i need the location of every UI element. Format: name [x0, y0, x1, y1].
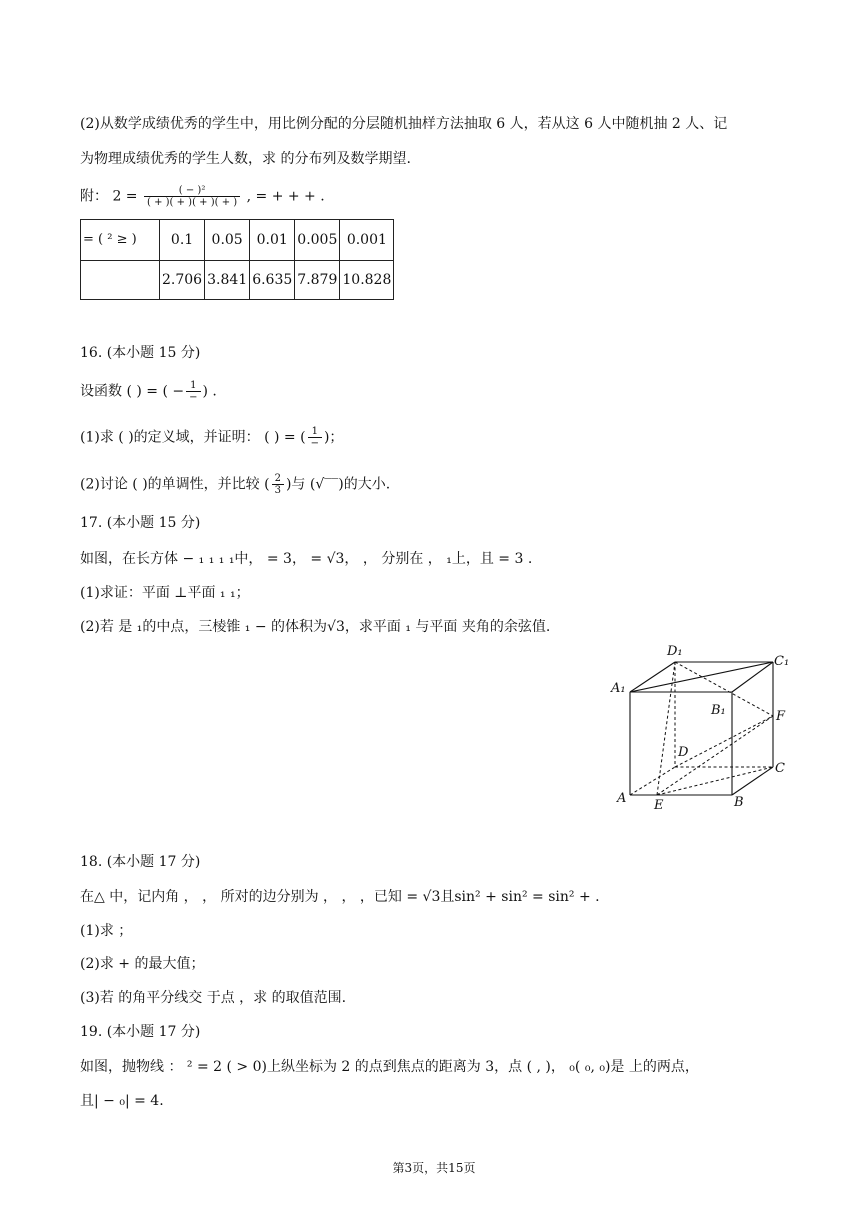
table-cell: 6.635 — [250, 261, 295, 300]
q17-part2: (2)若 是 ₁的中点，三棱锥 ₁ − 的体积为√3，求平面 ₁ 与平面 夹角的余弦值. — [80, 619, 551, 635]
q16-p2-b: )与 (√‾‾)的大小. — [285, 476, 391, 493]
table-cell: 0.001 — [340, 220, 394, 261]
table-cell: 0.01 — [250, 220, 295, 261]
q16-part2 — [80, 473, 390, 496]
q16-p2-fraction — [272, 473, 284, 496]
frac-num: 2 — [272, 473, 284, 485]
label-d: D — [678, 745, 689, 760]
formula-lhs: 2 = — [112, 188, 138, 205]
q17-stem: 如图，在长方体 − ₁ ₁ ₁ ₁中， = 3， = √3， ， 分别在 ， ₁上，且 = 3 . — [80, 551, 533, 567]
q16-part1 — [80, 426, 343, 449]
label-a: A — [617, 791, 627, 806]
table-row2-label — [81, 261, 160, 300]
table-row1-label: = ( ² ≥ ) — [81, 220, 160, 261]
label-c: C — [775, 761, 785, 776]
cuboid-figure — [605, 640, 795, 820]
seg-ed1 — [657, 662, 675, 795]
table-cell: 0.1 — [160, 220, 205, 261]
q18-part1: (1)求 ； — [80, 923, 133, 939]
q16-p2-a: (2)讨论 ( )的单调性，并比较 ( — [80, 476, 270, 493]
chi-square-denominator: ( + )( + )( + )( + ) — [147, 197, 238, 208]
q16-heading: 16. (本小题 15 分) — [80, 345, 201, 361]
table-row-alpha — [81, 220, 394, 261]
seg-ef — [657, 716, 773, 795]
label-e: E — [654, 798, 664, 813]
q16-stem-b: ) . — [202, 383, 217, 400]
table-cell: 2.706 — [160, 261, 205, 300]
critical-value-table — [80, 219, 394, 300]
q18-part2: (2)求 + 的最大值； — [80, 956, 205, 972]
label-d1: D₁ — [667, 644, 683, 659]
page-footer: 第3页，共15页 — [392, 1161, 476, 1175]
label-c1: C₁ — [774, 654, 790, 669]
frac-den: − — [310, 438, 319, 449]
q17-part1: (1)求证：平面 ⊥平面 ₁ ₁； — [80, 585, 250, 601]
table-cell: 3.841 — [205, 261, 250, 300]
q19-stem-line1: 如图，抛物线 ： ² = 2 ( > 0)上纵坐标为 2 的点到焦点的距离为 3，点 ( , )， ₀( ₀, ₀)是 上的两点， — [80, 1059, 699, 1075]
chi-square-numerator: ( − )² — [144, 185, 240, 197]
q16-p1-b: )； — [323, 429, 344, 446]
seg-ec — [657, 767, 773, 795]
table-cell: 10.828 — [340, 261, 394, 300]
chi-square-fraction — [144, 185, 240, 208]
q18-stem: 在△ 中，记内角 ， ， 所对的边分别为 ， ， ，已知 = √3且sin² + sin² = sin² + . — [80, 889, 600, 905]
frac-den: − — [189, 392, 198, 403]
appendix-formula — [80, 185, 325, 208]
frac-den: 3 — [274, 485, 281, 496]
q18-part3: (3)若 的角平分线交 于点 ，求 的取值范围. — [80, 990, 347, 1006]
q18-heading: 18. (本小题 17 分) — [80, 854, 201, 870]
label-f: F — [776, 709, 786, 724]
q16-p1-fraction — [308, 426, 322, 449]
table-cell: 7.879 — [295, 261, 340, 300]
edge-ad — [630, 767, 675, 795]
table-row-critical — [81, 261, 394, 300]
q16-stem-a: 设函数 ( ) = ( − — [80, 383, 185, 400]
cuboid-diagram — [605, 640, 795, 820]
label-b1: B₁ — [711, 703, 726, 718]
q19-stem-line2: 且| − ₀| = 4. — [80, 1093, 164, 1109]
q16-stem-fraction — [186, 380, 200, 403]
appendix-label: 附： — [80, 188, 108, 205]
table-cell: 0.05 — [205, 220, 250, 261]
q16-stem — [80, 380, 217, 403]
frac-num: 1 — [308, 426, 322, 438]
formula-tail: , = + + + . — [246, 188, 325, 205]
label-b: B — [734, 795, 744, 810]
q15-part2-line1: (2)从数学成绩优秀的学生中，用比例分配的分层随机抽样方法抽取 6 人，若从这 6 人中随机抽 2 人、记 — [80, 116, 728, 132]
table-cell: 0.005 — [295, 220, 340, 261]
label-a1: A₁ — [611, 681, 626, 696]
q17-heading: 17. (本小题 15 分) — [80, 515, 201, 531]
q16-p1-a: (1)求 ( )的定义域，并证明： ( ) = ( — [80, 429, 306, 446]
frac-num: 1 — [186, 380, 200, 392]
edge-bc — [732, 767, 773, 795]
q19-heading: 19. (本小题 17 分) — [80, 1024, 201, 1040]
q15-part2-line2: 为物理成绩优秀的学生人数，求 的分布列及数学期望. — [80, 151, 411, 167]
seg-df — [675, 716, 773, 767]
